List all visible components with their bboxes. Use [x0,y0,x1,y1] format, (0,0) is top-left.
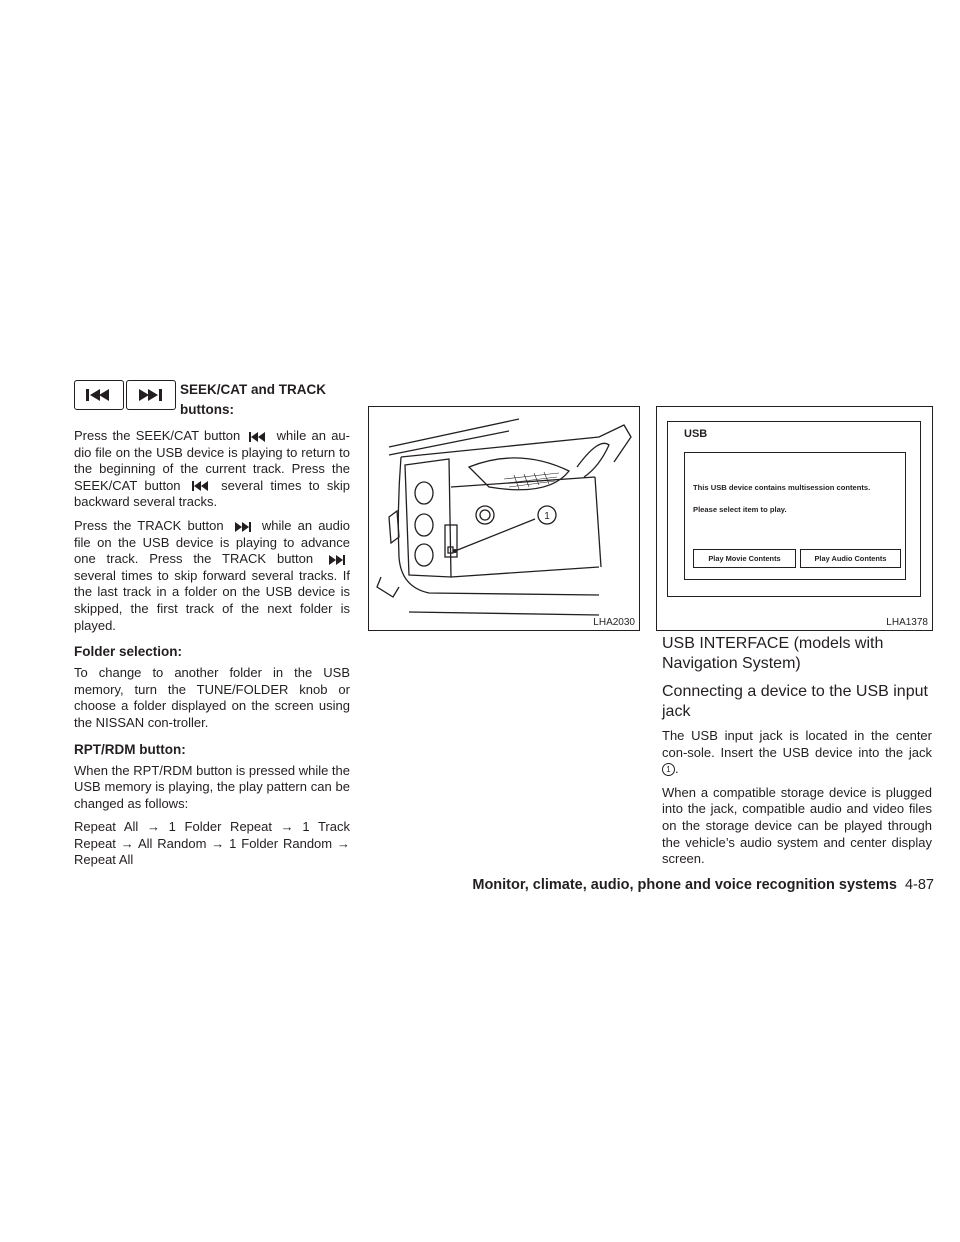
page-footer [472,877,934,893]
footer-section: Monitor, climate, audio, phone and voice recognition systems [472,877,897,893]
text: while an au-dio file on the USB device is playing to return to the beginning of the current track. Press the SEEK/CAT button [74,428,350,493]
usb-dialog [684,452,906,580]
figure-label: LHA2030 [593,617,635,628]
seek-back-icon [74,380,124,410]
usb-message: Please select item to play. [693,505,787,514]
seek-back-icon [248,432,268,442]
track-forward-icon [233,522,253,532]
rpt-sequence: Repeat All → 1 Folder Repeat → 1 Track Repeat → All Random → 1 Folder Random → Repeat All [74,819,350,868]
heading-line: SEEK/CAT and TRACK [180,382,327,397]
text: while an audio file on the USB device is playing to advance one track. Press the TRACK button [74,517,350,567]
usb-screen [667,421,921,597]
track-forward-icon [126,380,176,410]
track-forward-icon [327,555,347,565]
usb-paragraph: When a compatible storage device is plugged into the jack, compatible audio and video files on the storage device can be played through the vehicle’s audio system and center display screen. [662,784,932,867]
console-figure [368,406,640,631]
screen-title: USB [684,428,708,440]
usb-screen-figure [656,406,933,631]
text: Press the SEEK/CAT button [74,428,241,443]
seek-paragraph [74,428,350,511]
seek-back-icon [191,481,211,491]
section-subtitle: Connecting a device to the USB input jack [662,683,928,720]
figure-label: LHA1378 [886,617,928,628]
heading-line: buttons: [180,402,234,417]
button-row [74,376,350,428]
usb-paragraph [662,728,932,778]
section-title: USB INTERFACE (models with Navigation System) [662,635,884,672]
buttons-heading [180,380,350,420]
figure-callout: 1 [544,511,550,522]
console-illustration [369,407,639,630]
usb-section [662,634,932,875]
track-paragraph [74,518,350,634]
folder-heading: Folder selection: [74,644,183,660]
play-audio-button[interactable]: Play Audio Contents [800,549,901,568]
text: Press the TRACK button [74,517,224,533]
text: several times to skip backward several tracks. [74,477,350,510]
rpt-heading: RPT/RDM button: [74,741,186,757]
callout-marker: 1 [662,763,675,776]
usb-message: This USB device contains multisession contents. [693,483,871,492]
play-movie-button[interactable]: Play Movie Contents [693,549,796,568]
page-number: 4-87 [904,877,934,893]
folder-paragraph: To change to another folder in the USB memory, turn the TUNE/FOLDER knob or choose a folder displayed on the screen using the NISSAN con-troller. [74,665,350,730]
text: several times to skip forward several tracks. If the last track in a folder on the USB device is skipped, the first track of the next folder is played. [74,567,350,633]
text: . [675,761,679,777]
text: The USB input jack is located in the center con-sole. Insert the USB device into the jack [662,728,932,760]
rpt-paragraph: When the RPT/RDM button is pressed while the USB memory is playing, the play pattern can be changed as follows: [74,762,351,811]
left-column [74,376,350,876]
